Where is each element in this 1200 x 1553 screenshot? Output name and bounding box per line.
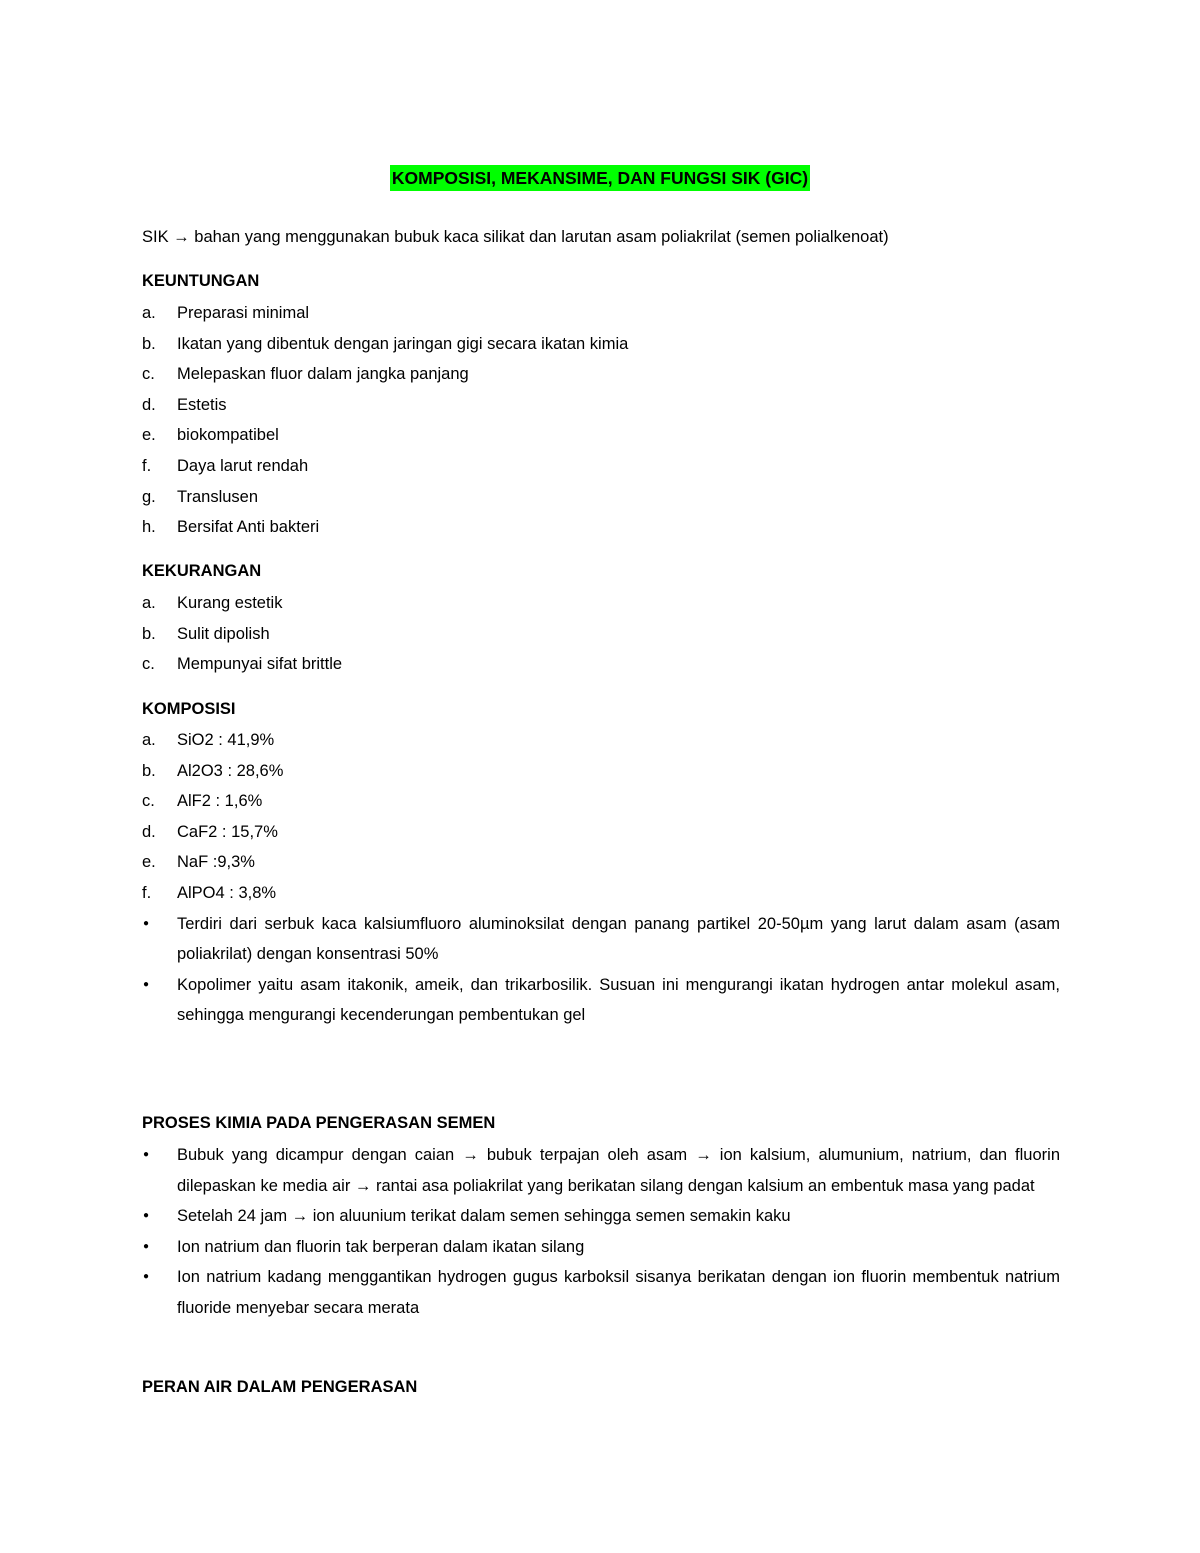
bullet-icon: ●: [143, 1149, 150, 1160]
bullet-item: [142, 909, 1060, 970]
heading-keuntungan: KEUNTUNGAN: [142, 272, 260, 290]
list-item: [142, 619, 1060, 650]
list-item: [142, 298, 1060, 329]
list-item-text: Translusen: [177, 487, 259, 506]
list-item: [142, 451, 1060, 482]
list-item: [142, 786, 1060, 817]
list-item-text: biokompatibel: [177, 426, 279, 445]
heading-komposisi: KOMPOSISI: [142, 700, 236, 718]
list-item-text: SiO2 : 41,9%: [177, 731, 275, 749]
bullet-item: [142, 970, 1060, 1031]
list-item-text: AlPO4 : 3,8%: [177, 883, 277, 902]
bullet-icon: ●: [143, 1271, 150, 1283]
list-item: [142, 512, 1060, 543]
list-item: [142, 847, 1060, 878]
bullet-icon: ●: [143, 1210, 150, 1222]
heading-kekurangan: KEKURANGAN: [142, 562, 262, 580]
komposisi-list: [142, 725, 1060, 1031]
list-item-text: Kurang estetik: [177, 594, 283, 612]
list-marker: b.: [142, 334, 156, 353]
list-item: [142, 420, 1060, 451]
bullet-item: [142, 1232, 1060, 1263]
keuntungan-list: [142, 298, 1060, 543]
list-marker: b.: [142, 624, 156, 643]
list-marker: f.: [142, 883, 152, 902]
list-marker: a.: [142, 594, 156, 612]
list-item-text: AlF2 : 1,6%: [177, 792, 263, 811]
bullet-item: [142, 1262, 1060, 1323]
list-marker: g.: [142, 487, 156, 506]
document-title: KOMPOSISI, MEKANSIME, DAN FUNGSI SIK (GIC): [390, 165, 810, 191]
list-marker: d.: [142, 395, 156, 414]
list-marker: c.: [142, 365, 155, 384]
list-item: [142, 878, 1060, 909]
list-item-text: Al2O3 : 28,6%: [177, 761, 284, 780]
intro-paragraph: SIK → bahan yang menggunakan bubuk kaca silikat dan larutan asam poliakrilat (semen polialkenoat): [142, 228, 889, 246]
bullet-item-text: Bubuk yang dicampur dengan caian → bubuk terpajan oleh asam → ion kalsium, alumunium, natrium, dan fluorin dilepaskan ke media air → rantai asa poliakrilat yang berikatan silang dengan kalsium an embentuk masa yang padat: [177, 1146, 1060, 1195]
list-item: [142, 725, 1060, 756]
heading-peran-air: PERAN AIR DALAM PENGERASAN: [142, 1378, 418, 1396]
bullet-item-text: Ion natrium dan fluorin tak berperan dalam ikatan silang: [177, 1237, 585, 1256]
list-marker: h.: [142, 518, 156, 537]
list-marker: b.: [142, 761, 156, 780]
list-marker: a.: [142, 304, 156, 322]
list-marker: a.: [142, 731, 156, 749]
bullet-item-text: Kopolimer yaitu asam itakonik, ameik, dan trikarbosilik. Susuan ini mengurangi ikatan hydrogen antar molekul asam, sehingga mengurangi kecenderungan pembentukan gel: [177, 975, 1060, 1025]
list-item-text: Mempunyai sifat brittle: [177, 655, 343, 674]
list-item-text: CaF2 : 15,7%: [177, 822, 278, 841]
list-item-text: Estetis: [177, 395, 227, 414]
list-item-text: Preparasi minimal: [177, 304, 310, 322]
list-item-text: Ikatan yang dibentuk dengan jaringan gigi secara ikatan kimia: [177, 334, 629, 353]
list-marker: d.: [142, 822, 156, 841]
bullet-item-text: Ion natrium kadang menggantikan hydrogen gugus karboksil sisanya berikatan dengan ion fluorin membentuk natrium fluoride menyebar secara merata: [177, 1268, 1060, 1317]
list-item: [142, 482, 1060, 513]
kekurangan-list: [142, 588, 1060, 680]
title-container: [0, 165, 1200, 191]
bullet-icon: ●: [143, 978, 150, 990]
bullet-item-text: Setelah 24 jam → ion aluunium terikat dalam semen sehingga semen semakin kaku: [177, 1207, 791, 1226]
list-item-text: Sulit dipolish: [177, 624, 270, 643]
proses-list: [142, 1140, 1060, 1324]
bullet-item: [142, 1140, 1060, 1201]
list-item: [142, 329, 1060, 360]
list-marker: c.: [142, 792, 155, 811]
list-item-text: NaF :9,3%: [177, 853, 255, 872]
bullet-item-text: Terdiri dari serbuk kaca kalsiumfluoro aluminoksilat dengan panang partikel 20-50µm yang larut dalam asam (asam poliakrilat) dengan konsentrasi 50%: [177, 914, 1060, 964]
list-item-text: Daya larut rendah: [177, 456, 309, 475]
list-item: [142, 649, 1060, 680]
heading-proses-kimia: PROSES KIMIA PADA PENGERASAN SEMEN: [142, 1114, 496, 1132]
list-item: [142, 817, 1060, 848]
list-item: [142, 390, 1060, 421]
bullet-icon: ●: [143, 1240, 150, 1252]
list-marker: e.: [142, 426, 156, 445]
list-marker: c.: [142, 655, 155, 674]
list-item: [142, 588, 1060, 619]
list-item: [142, 359, 1060, 390]
list-marker: f.: [142, 456, 152, 475]
list-item-text: Melepaskan fluor dalam jangka panjang: [177, 365, 469, 384]
list-item-text: Bersifat Anti bakteri: [177, 518, 320, 537]
bullet-icon: ●: [143, 917, 150, 929]
list-marker: e.: [142, 853, 156, 872]
bullet-item: [142, 1201, 1060, 1232]
list-item: [142, 756, 1060, 787]
